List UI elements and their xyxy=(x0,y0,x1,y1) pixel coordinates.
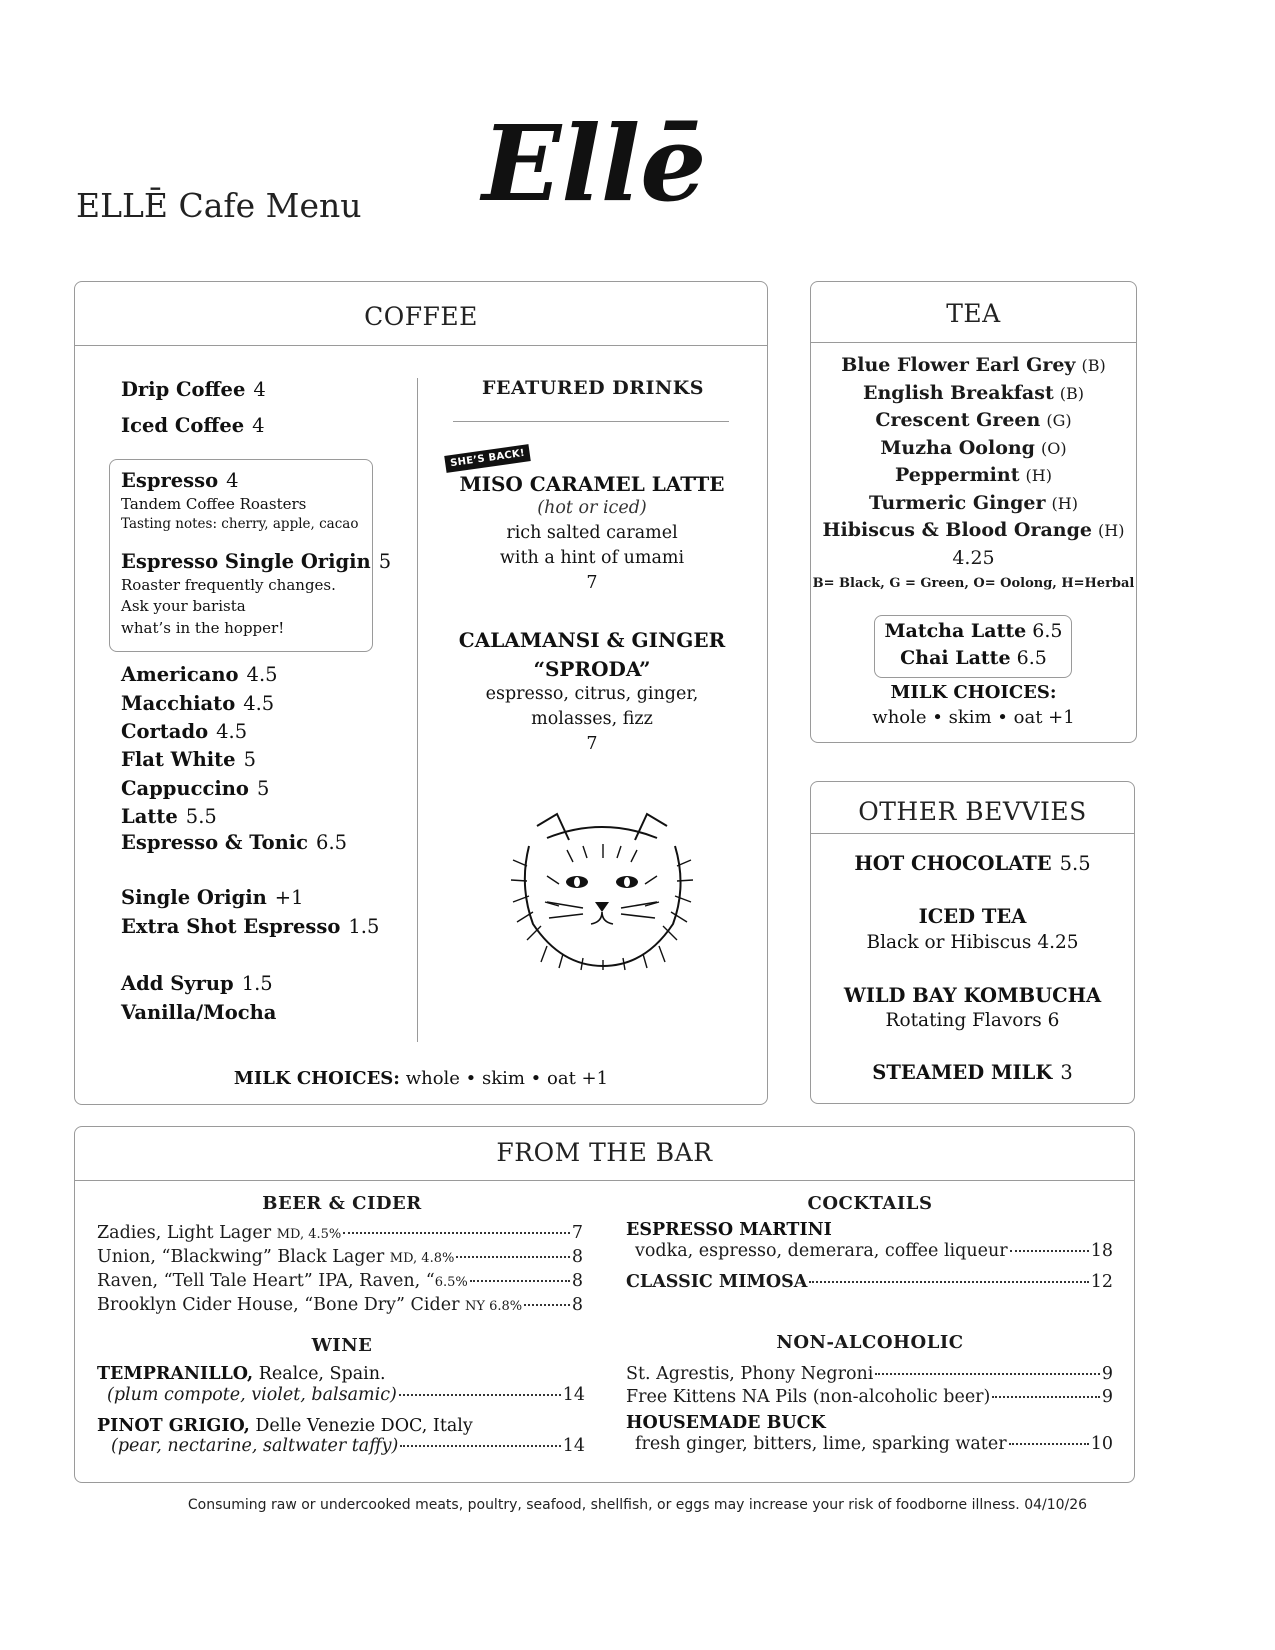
featured-drink-price: 7 xyxy=(586,573,598,593)
cocktail-row: CLASSIC MIMOSA 12 xyxy=(626,1272,1113,1292)
tea-latte-item: Chai Latte 6.5 xyxy=(900,647,1047,669)
tea-title: TEA xyxy=(946,299,1001,328)
menu-item-single-origin: Espresso Single Origin 5 xyxy=(121,550,392,573)
wine-notes-row: (plum compote, violet, balsamic) 14 xyxy=(107,1385,585,1405)
tea-milk-options: whole • skim • oat +1 xyxy=(872,707,1075,728)
addon-item: Extra Shot Espresso 1.5 xyxy=(121,915,380,938)
featured-drink-desc: molasses, fizz xyxy=(531,709,653,729)
wine-item: PINOT GRIGIO, Delle Venezie DOC, Italy xyxy=(97,1416,473,1436)
tea-latte-item: Matcha Latte 6.5 xyxy=(884,620,1063,642)
tea-section xyxy=(810,281,1137,743)
beer-row: Union, “Blackwing” Black Lager MD, 4.8% 8 xyxy=(97,1247,583,1267)
divider xyxy=(811,833,1134,834)
divider xyxy=(75,1180,1134,1181)
tea-price: 4.25 xyxy=(952,546,995,569)
featured-drink-desc: with a hint of umami xyxy=(499,548,685,568)
menu-item: Cappuccino 5 xyxy=(121,777,270,800)
cat-illustration xyxy=(507,806,697,971)
tea-item: English Breakfast (B) xyxy=(862,381,1085,404)
menu-item: Iced Coffee 4 xyxy=(121,414,265,437)
tea-item: Hibiscus & Blood Orange (H) xyxy=(822,519,1125,541)
featured-drink-name: “SPRODA” xyxy=(533,657,651,681)
cocktail-item: ESPRESSO MARTINI xyxy=(626,1220,832,1240)
espresso-roaster: Tandem Coffee Roasters xyxy=(121,495,307,513)
tea-item: Crescent Green (G) xyxy=(875,409,1072,431)
divider xyxy=(75,345,767,346)
single-origin-note: Ask your barista xyxy=(121,597,246,615)
wine-item: TEMPRANILLO, Realce, Spain. xyxy=(97,1364,386,1384)
na-item: HOUSEMADE BUCK xyxy=(626,1413,826,1433)
syrup-item: Add Syrup 1.5 xyxy=(121,972,273,995)
menu-item: Drip Coffee 4 xyxy=(121,378,266,401)
bar-section xyxy=(74,1126,1135,1483)
cocktail-desc-row: vodka, espresso, demerara, coffee liqueur 18 xyxy=(635,1241,1113,1261)
single-origin-note: what’s in the hopper! xyxy=(121,619,285,637)
featured-drink-desc: espresso, citrus, ginger, xyxy=(485,684,699,704)
footer-disclaimer: Consuming raw or undercooked meats, poultry, seafood, shellfish, or eggs may increase your risk of foodborne illness. 04/10/26 xyxy=(187,1497,1088,1513)
beer-row: Raven, “Tell Tale Heart” IPA, Raven, “6.5% 8 xyxy=(97,1271,583,1291)
espresso-tasting-notes: Tasting notes: cherry, apple, cacao xyxy=(121,516,359,532)
menu-item: Macchiato 4.5 xyxy=(121,692,275,715)
beer-row: Zadies, Light Lager MD, 4.5% 7 xyxy=(97,1223,583,1243)
featured-drink-desc: rich salted caramel xyxy=(506,523,678,543)
bevvie-desc: Rotating Flavors 6 xyxy=(885,1010,1060,1031)
divider xyxy=(811,342,1136,343)
divider xyxy=(453,421,729,422)
tea-item: Peppermint (H) xyxy=(895,464,1052,486)
bevvie-desc: Black or Hibiscus 4.25 xyxy=(866,932,1079,953)
menu-item: Latte 5.5 xyxy=(121,805,217,828)
coffee-title: COFFEE xyxy=(364,302,478,331)
featured-drink-sub: (hot or iced) xyxy=(537,498,647,518)
bevvie-item: HOT CHOCOLATE 5.5 xyxy=(854,852,1091,875)
coffee-milk-choices: MILK CHOICES: whole • skim • oat +1 xyxy=(233,1068,609,1089)
featured-title: FEATURED DRINKS xyxy=(481,377,704,399)
addon-item: Single Origin +1 xyxy=(121,886,304,909)
tea-legend: B= Black, G = Green, O= Oolong, H=Herbal xyxy=(812,576,1135,591)
other-bevvies-section xyxy=(810,781,1135,1104)
tea-item: Muzha Oolong (O) xyxy=(880,436,1067,459)
menu-item: Cortado 4.5 xyxy=(121,720,248,743)
menu-item: Flat White 5 xyxy=(121,748,257,771)
coffee-section xyxy=(74,281,768,1105)
tea-list xyxy=(811,352,1136,571)
na-row: St. Agrestis, Phony Negroni 9 xyxy=(626,1364,1113,1384)
tea-item: Blue Flower Earl Grey (B) xyxy=(841,354,1106,376)
non-alcoholic-title: NON-ALCOHOLIC xyxy=(776,1332,964,1353)
column-divider xyxy=(417,378,418,1042)
tea-milk-label: MILK CHOICES: xyxy=(890,682,1057,703)
beer-row: Brooklyn Cider House, “Bone Dry” Cider NY 6.8% 8 xyxy=(97,1295,583,1315)
featured-drink-name: MISO CARAMEL LATTE xyxy=(459,472,725,496)
na-row: Free Kittens NA Pils (non-alcoholic beer) 9 xyxy=(626,1387,1113,1407)
menu-item-espresso: Espresso 4 xyxy=(121,469,239,492)
beer-title: BEER & CIDER xyxy=(262,1193,422,1214)
wine-notes-row: (pear, nectarine, saltwater taffy) 14 xyxy=(111,1436,585,1456)
featured-drink-name: CALAMANSI & GINGER xyxy=(458,628,726,652)
other-bevvies-title: OTHER BEVVIES xyxy=(858,797,1087,826)
bevvie-item: WILD BAY KOMBUCHA xyxy=(843,984,1102,1007)
shes-back-badge: SHE’S BACK! xyxy=(444,444,531,473)
featured-drink-price: 7 xyxy=(586,734,598,754)
na-desc-row: fresh ginger, bitters, lime, sparking water 10 xyxy=(635,1434,1113,1454)
tea-item: Turmeric Ginger (H) xyxy=(869,491,1078,514)
elle-logo xyxy=(478,92,718,222)
page-title: ELLĒ Cafe Menu xyxy=(76,186,362,225)
cocktails-title: COCKTAILS xyxy=(807,1193,933,1214)
menu-item: Americano 4.5 xyxy=(121,663,278,686)
svg-text:Ellē: Ellē xyxy=(482,102,707,222)
bar-title: FROM THE BAR xyxy=(496,1138,713,1167)
wine-title: WINE xyxy=(311,1335,373,1356)
syrup-flavors: Vanilla/Mocha xyxy=(121,1001,277,1024)
menu-item: Espresso & Tonic 6.5 xyxy=(121,831,348,854)
single-origin-note: Roaster frequently changes. xyxy=(121,576,336,594)
bevvie-item: STEAMED MILK 3 xyxy=(872,1061,1073,1084)
bevvie-item: ICED TEA xyxy=(918,905,1027,928)
